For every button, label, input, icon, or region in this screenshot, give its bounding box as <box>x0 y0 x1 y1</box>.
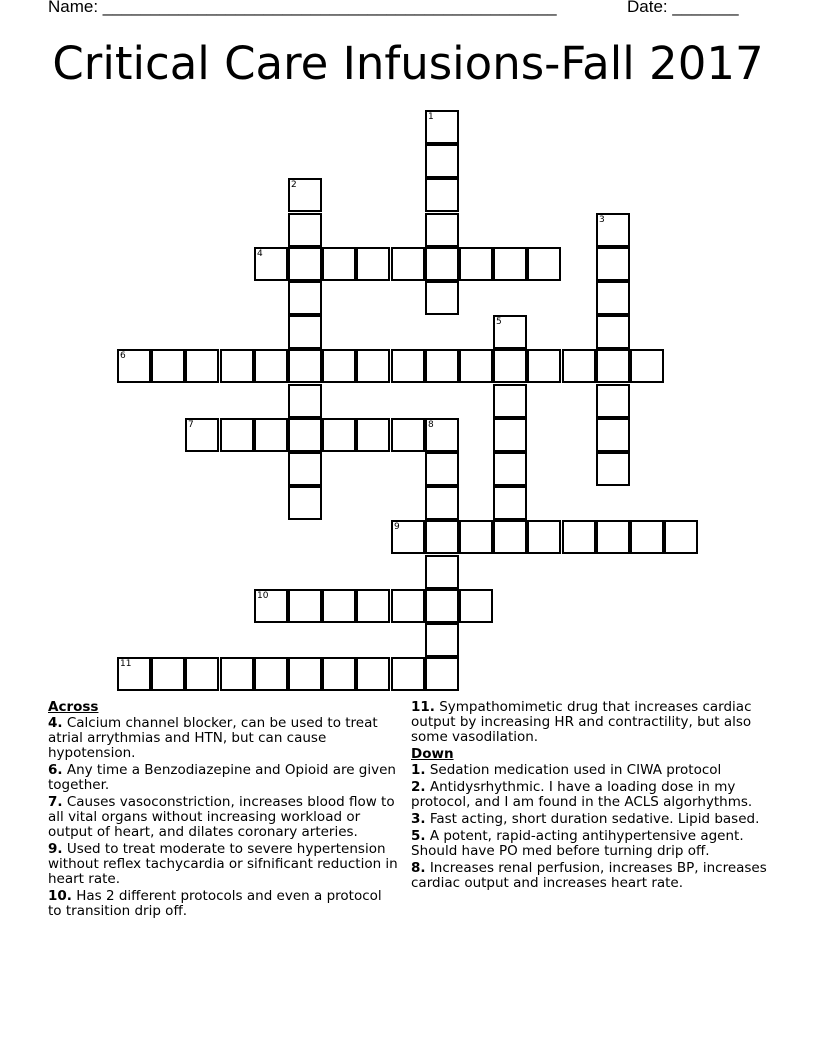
clue-number: 11. <box>411 699 435 715</box>
crossword-cell[interactable] <box>356 589 390 623</box>
clue-text: Sedation medication used in CIWA protocol <box>429 762 722 778</box>
crossword-cell[interactable] <box>288 281 322 315</box>
clue-down-5 <box>411 829 771 859</box>
cell-number: 8 <box>428 420 434 430</box>
crossword-cell[interactable] <box>459 589 493 623</box>
cell-number: 6 <box>120 351 126 361</box>
crossword-cell[interactable] <box>391 349 425 383</box>
crossword-cell[interactable] <box>322 349 356 383</box>
clue-text: Causes vasoconstriction, increases blood flow to all vital organs without increasing workload or output of heart, and dilates coronary arteries. <box>48 794 395 840</box>
crossword-cell[interactable] <box>425 486 459 520</box>
clue-down-3 <box>411 812 771 827</box>
crossword-cell[interactable] <box>288 384 322 418</box>
crossword-cell[interactable] <box>117 657 151 691</box>
crossword-cell[interactable] <box>391 520 425 554</box>
crossword-cell[interactable] <box>288 418 322 452</box>
crossword-cell[interactable] <box>493 520 527 554</box>
crossword-cell[interactable] <box>562 520 596 554</box>
crossword-cell[interactable] <box>356 418 390 452</box>
crossword-cell[interactable] <box>254 657 288 691</box>
crossword-cell[interactable] <box>596 247 630 281</box>
clue-text: Fast acting, short duration sedative. Lipid based. <box>429 811 760 827</box>
crossword-cell[interactable] <box>527 247 561 281</box>
clue-text: Any time a Benzodiazepine and Opioid are given together. <box>48 762 396 793</box>
clue-number: 3. <box>411 811 426 827</box>
crossword-cell[interactable] <box>425 281 459 315</box>
clue-text: Increases renal perfusion, increases BP, increases cardiac output and increases heart rate. <box>411 860 767 891</box>
crossword-cell[interactable] <box>596 520 630 554</box>
clue-down-2 <box>411 780 771 810</box>
clue-across-9 <box>48 842 398 887</box>
crossword-cell[interactable] <box>630 349 664 383</box>
crossword-cell[interactable] <box>596 349 630 383</box>
crossword-cell[interactable] <box>425 213 459 247</box>
crossword-cell[interactable] <box>391 589 425 623</box>
crossword-cell[interactable] <box>425 247 459 281</box>
crossword-cell[interactable] <box>425 520 459 554</box>
crossword-cell[interactable] <box>493 486 527 520</box>
crossword-cell[interactable] <box>288 657 322 691</box>
crossword-cell[interactable] <box>220 418 254 452</box>
clue-down-8 <box>411 861 771 891</box>
across-heading: Across <box>48 699 99 715</box>
clue-across-7 <box>48 795 398 840</box>
crossword-cell[interactable] <box>322 418 356 452</box>
crossword-cell[interactable] <box>288 486 322 520</box>
crossword-cell[interactable] <box>117 349 151 383</box>
crossword-cell[interactable] <box>425 178 459 212</box>
crossword-cell[interactable] <box>151 349 185 383</box>
clue-number: 8. <box>411 860 426 876</box>
clue-across-11 <box>411 700 771 745</box>
crossword-cell[interactable] <box>151 657 185 691</box>
crossword-cell[interactable] <box>630 520 664 554</box>
crossword-cell[interactable] <box>562 349 596 383</box>
crossword-cell[interactable] <box>493 315 527 349</box>
cell-number: 3 <box>599 215 605 225</box>
crossword-cell[interactable] <box>459 520 493 554</box>
crossword-cell[interactable] <box>459 349 493 383</box>
clue-number: 6. <box>48 762 63 778</box>
crossword-cell[interactable] <box>493 247 527 281</box>
clue-across-4 <box>48 716 398 761</box>
crossword-cell[interactable] <box>220 657 254 691</box>
crossword-cell[interactable] <box>391 418 425 452</box>
crossword-cell[interactable] <box>527 520 561 554</box>
clue-text: Used to treat moderate to severe hypertension without reflex tachycardia or sifnificant reduction in heart rate. <box>48 841 398 887</box>
crossword-cell[interactable] <box>493 452 527 486</box>
crossword-cell[interactable] <box>185 418 219 452</box>
crossword-cell[interactable] <box>493 384 527 418</box>
crossword-cell[interactable] <box>459 247 493 281</box>
cell-number: 10 <box>257 591 269 601</box>
clue-number: 5. <box>411 828 426 844</box>
crossword-cell[interactable] <box>493 349 527 383</box>
clue-number: 2. <box>411 779 426 795</box>
crossword-cell[interactable] <box>425 349 459 383</box>
crossword-cell[interactable] <box>425 418 459 452</box>
crossword-cell[interactable] <box>391 657 425 691</box>
crossword-cell[interactable] <box>322 589 356 623</box>
clue-number: 10. <box>48 888 72 904</box>
name-field-label: Name: ________________________________________________ <box>48 0 557 16</box>
crossword-cell[interactable] <box>185 349 219 383</box>
crossword-cell[interactable] <box>220 349 254 383</box>
cell-number: 9 <box>394 522 400 532</box>
clues-column-right <box>411 700 771 893</box>
crossword-cell[interactable] <box>288 247 322 281</box>
clue-text: Calcium channel blocker, can be used to treat atrial arrythmias and HTN, but can cause hypotension. <box>48 715 378 761</box>
crossword-cell[interactable] <box>425 657 459 691</box>
crossword-cell[interactable] <box>322 657 356 691</box>
crossword-cell[interactable] <box>425 144 459 178</box>
clue-down-1 <box>411 763 771 778</box>
crossword-cell[interactable] <box>596 213 630 247</box>
down-heading: Down <box>411 746 454 762</box>
clue-across-10 <box>48 889 398 919</box>
crossword-cell[interactable] <box>356 349 390 383</box>
crossword-cell[interactable] <box>322 247 356 281</box>
date-field-label: Date: _______ <box>627 0 739 16</box>
cell-number: 1 <box>428 112 434 122</box>
cell-number: 7 <box>188 420 194 430</box>
cell-number: 4 <box>257 249 263 259</box>
crossword-cell[interactable] <box>391 247 425 281</box>
clue-text: A potent, rapid-acting antihypertensive agent. Should have PO med before turning drip off. <box>411 828 744 859</box>
crossword-cell[interactable] <box>425 555 459 589</box>
cell-number: 11 <box>120 659 132 669</box>
crossword-cell[interactable] <box>664 520 698 554</box>
crossword-cell[interactable] <box>596 384 630 418</box>
crossword-cell[interactable] <box>596 315 630 349</box>
crossword-cell[interactable] <box>254 247 288 281</box>
crossword-cell[interactable] <box>596 452 630 486</box>
crossword-cell[interactable] <box>254 418 288 452</box>
crossword-cell[interactable] <box>425 110 459 144</box>
crossword-cell[interactable] <box>425 589 459 623</box>
crossword-cell[interactable] <box>425 623 459 657</box>
crossword-cell[interactable] <box>493 418 527 452</box>
crossword-cell[interactable] <box>254 349 288 383</box>
clue-text: Antidysrhythmic. I have a loading dose in my protocol, and I am found in the ACLS algorhythms. <box>411 779 753 810</box>
clue-text: Has 2 different protocols and even a protocol to transition drip off. <box>48 888 382 919</box>
clue-number: 4. <box>48 715 63 731</box>
crossword-cell[interactable] <box>288 452 322 486</box>
crossword-cell[interactable] <box>596 418 630 452</box>
crossword-cell[interactable] <box>288 349 322 383</box>
clues-column-left <box>48 700 398 921</box>
crossword-cell[interactable] <box>288 315 322 349</box>
clue-number: 7. <box>48 794 63 810</box>
crossword-cell[interactable] <box>288 178 322 212</box>
clue-number: 1. <box>411 762 426 778</box>
crossword-cell[interactable] <box>185 657 219 691</box>
crossword-cell[interactable] <box>596 281 630 315</box>
crossword-cell[interactable] <box>356 657 390 691</box>
clue-across-6 <box>48 763 398 793</box>
crossword-cell[interactable] <box>356 247 390 281</box>
crossword-cell[interactable] <box>527 349 561 383</box>
cell-number: 2 <box>291 180 297 190</box>
crossword-cell[interactable] <box>254 589 288 623</box>
clue-text: Sympathomimetic drug that increases cardiac output by increasing HR and contractility, but also some vasodilation. <box>411 699 752 745</box>
crossword-cell[interactable] <box>425 452 459 486</box>
crossword-cell[interactable] <box>288 213 322 247</box>
cell-number: 5 <box>496 317 502 327</box>
clue-number: 9. <box>48 841 63 857</box>
crossword-cell[interactable] <box>288 589 322 623</box>
page-title: Critical Care Infusions-Fall 2017 <box>52 37 764 90</box>
